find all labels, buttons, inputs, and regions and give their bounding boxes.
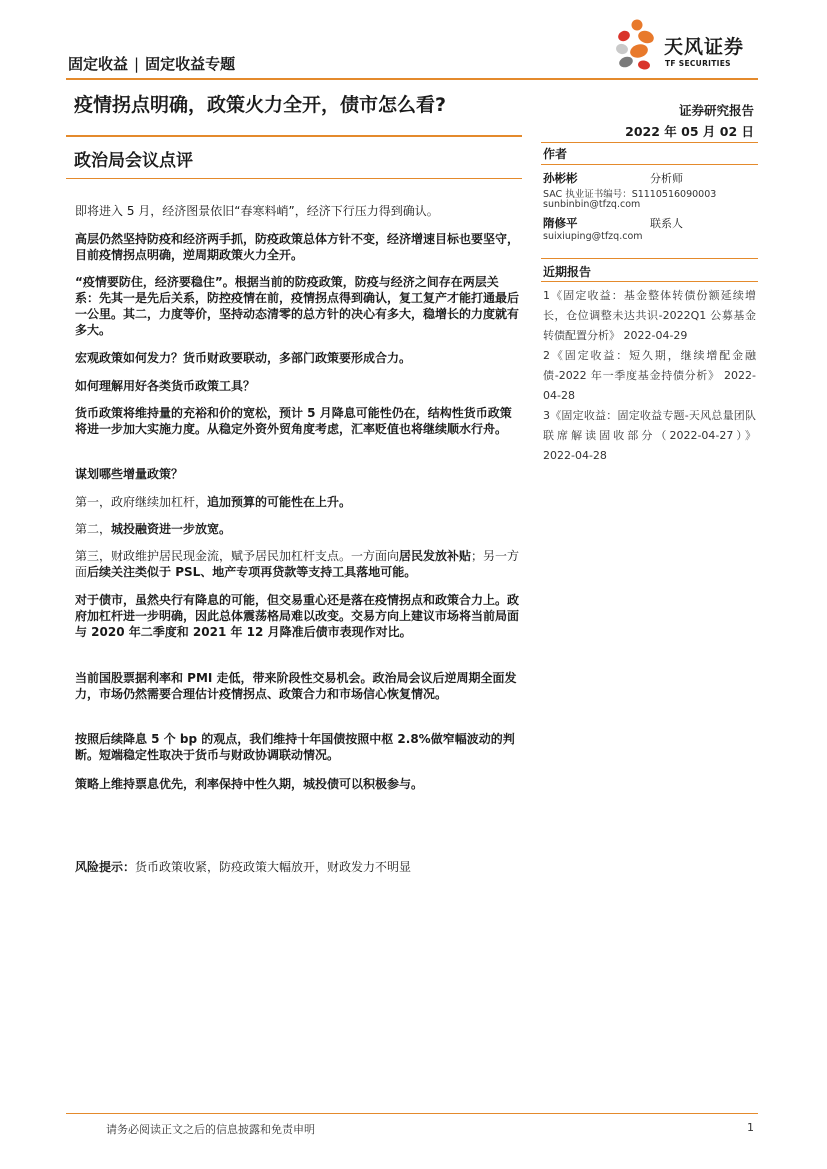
authors-heading: 作者: [543, 147, 568, 161]
body-paragraph: 对于债市，虽然央行有降息的可能，但交易重心还是落在疫情拐点和政策合力上。政府加杠杆进一步明确，因此总体震荡格局难以改变。交易方向上建议市场将当前局面与 2020 年二季度和 2021 年 12 月降准后债市表现作对比。: [75, 593, 520, 639]
author-name: 孙彬彬: [543, 171, 578, 185]
recent-divider: [541, 281, 758, 282]
author-email[interactable]: suixiuping@tfzq.com: [543, 231, 643, 242]
recent-report-item[interactable]: 2《固定收益：短久期，继续增配金融债-2022 年一季度基金持债分析》 2022-04-28: [543, 349, 756, 402]
body-paragraph: 第二，城投融资进一步放宽。: [75, 522, 232, 536]
footer-disclaimer: 请务必阅读正文之后的信息披露和免责申明: [106, 1123, 315, 1136]
report-subtitle: 政治局会议点评: [74, 151, 193, 171]
sub-category-label: 固定收益专题: [145, 55, 236, 73]
body-paragraph: 第一，政府继续加杠杆，追加预算的可能性在上升。: [75, 495, 352, 509]
recent-reports-heading: 近期报告: [543, 265, 592, 279]
body-question: 谋划哪些增量政策？: [75, 467, 184, 481]
author-cert: SAC 执业证书编号：S1110516090003: [543, 189, 717, 200]
recent-report-item[interactable]: 3《固定收益：固定收益专题-天风总量团队联席解读固收部分（2022-04-27）》 2022-04-28: [543, 409, 756, 462]
body-paragraph: 宏观政策如何发力？货币财政要联动，多部门政策要形成合力。: [75, 351, 412, 365]
body-paragraph: 即将进入 5 月，经济图景依旧“春寒料峭”，经济下行压力得到确认。: [75, 204, 439, 218]
body-paragraph: 按照后续降息 5 个 bp 的观点，我们维持十年国债按照中枢 2.8%做窄幅波动的判断。短端稳定性取决于货币与财政协调联动情况。: [75, 732, 515, 762]
logo-subtext: TF SECURITIES: [665, 59, 731, 68]
right-panel-divider: [541, 142, 758, 143]
risk-label: 风险提示：: [75, 860, 136, 874]
body-paragraph: “疫情要防住，经济要稳住”。根据当前的防疫政策，防疫与经济之间存在两层关系：先其一是先后关系，防控疫情在前，疫情拐点得到确认，复工复产才能打通最后一公里。其二，力度等价，坚持动态清零的总方针的决心有多大，稳增长的力度就有多大。: [75, 275, 520, 337]
footer-divider: [66, 1113, 758, 1114]
report-type: 证券研究报告: [678, 103, 754, 118]
body-paragraph: 高层仍然坚持防疫和经济两手抓，防疫政策总体方针不变，经济增速目标也要坚守，目前疫情拐点明确，逆周期政策火力全开。: [75, 232, 520, 262]
report-title: 疫情拐点明确，政策火力全开，债市怎么看?: [74, 94, 447, 116]
report-date: 2022 年 05 月 02 日: [625, 124, 754, 139]
author-role: 联系人: [650, 217, 683, 230]
recent-reports-list: [543, 286, 756, 466]
author-email[interactable]: sunbinbin@tfzq.com: [543, 199, 641, 210]
body-paragraph: 货币政策将维持量的充裕和价的宽松，预计 5 月降息可能性仍在，结构性货币政策将进一步加大实施力度。从稳定外资外贸角度考虑，汇率贬值也将继续顺水行舟。: [75, 406, 512, 436]
authors-divider: [541, 164, 758, 165]
logo-text: 天风证券: [664, 36, 745, 58]
author-role: 分析师: [650, 172, 683, 185]
body-question: 如何理解用好各类货币政策工具？: [75, 379, 256, 393]
body-paragraph: 当前国股票据利率和 PMI 走低，带来阶段性交易机会。政治局会议后逆周期全面发力，市场仍然需要合理估计疫情拐点、政策合力和市场信心恢复情况。: [75, 671, 517, 701]
body-paragraph: 第三，财政维护居民现金流，赋予居民加杠杆支点。一方面向居民发放补贴；另一方面后续关注类似于 PSL、地产专项再贷款等支持工具落地可能。: [75, 549, 520, 579]
body-paragraph: 策略上维持票息优先，利率保持中性久期，城投债可以积极参与。: [75, 777, 424, 791]
page-number: 1: [747, 1121, 754, 1134]
recent-report-item[interactable]: 1《固定收益：基金整体转债份额延续增长，仓位调整未达共识-2022Q1 公募基金转债配置分析》 2022-04-29: [543, 289, 756, 342]
risk-text: 货币政策收紧，防疫政策大幅放开，财政发力不明显: [135, 860, 412, 874]
logo-mark-icon: [612, 18, 662, 72]
report-category: [68, 53, 235, 74]
header-divider: [66, 78, 758, 80]
risk-warning: [75, 859, 521, 875]
category-label: 固定收益: [68, 55, 129, 73]
subtitle-divider: [66, 178, 522, 179]
tf-securities-logo: [612, 18, 762, 72]
recent-divider-top: [541, 258, 758, 259]
author-name: 隋修平: [543, 216, 578, 230]
category-separator: |: [134, 55, 140, 73]
title-divider: [66, 135, 522, 137]
